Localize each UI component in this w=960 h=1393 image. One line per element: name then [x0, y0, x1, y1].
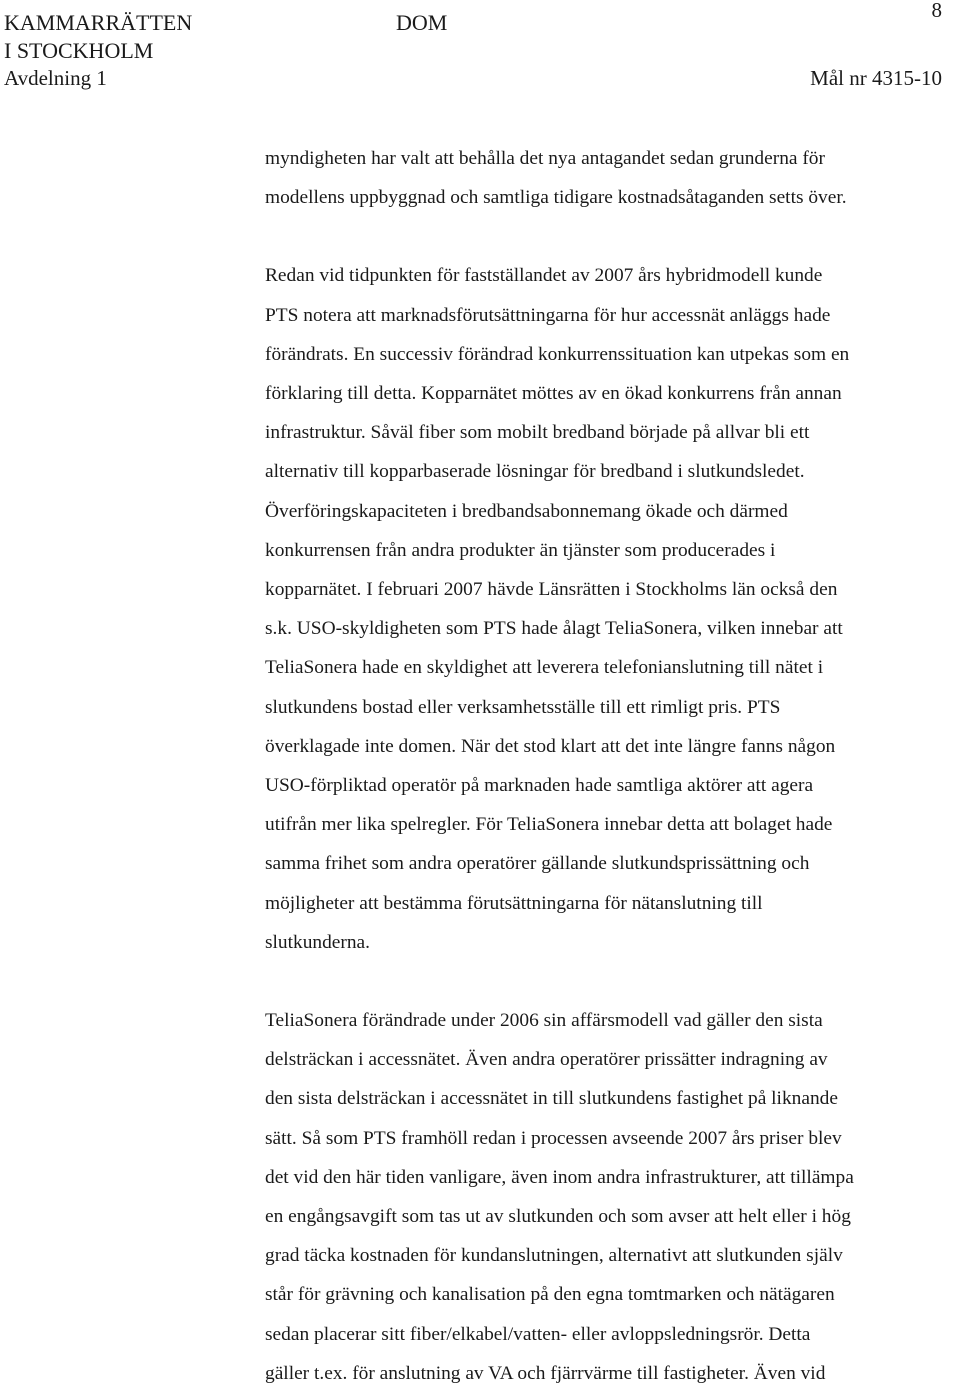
document-body: [265, 139, 955, 1393]
text-line: grad täcka kostnaden för kundanslutningen, alternativt att slutkunden själv: [265, 1245, 843, 1267]
text-line: PTS notera att marknadsförutsättningarna för hur accessnät anläggs hade: [265, 304, 831, 326]
text-line: sedan placerar sitt fiber/elkabel/vatten- eller avloppsledningsrör. Detta: [265, 1323, 811, 1345]
text-line: alternativ till kopparbaserade lösningar för bredband i slutkundsledet.: [265, 461, 805, 483]
text-line: samma frihet som andra operatörer gällande slutkundsprissättning och: [265, 853, 810, 875]
text-line: det vid den här tiden vanligare, även inom andra infrastrukturer, att tillämpa: [265, 1166, 854, 1188]
text-line: TeliaSonera hade en skyldighet att leverera telefonianslutning till nätet i: [265, 657, 824, 679]
text-line: modellens uppbyggnad och samtliga tidigare kostnadsåtaganden setts över.: [265, 187, 847, 209]
page-number: 8: [931, 0, 942, 22]
text-line: den sista delsträckan i accessnätet in till slutkundens fastighet på liknande: [265, 1088, 838, 1110]
text-line: kopparnätet. I februari 2007 hävde Länsrätten i Stockholms län också den: [265, 579, 838, 601]
text-line: gäller t.ex. för anslutning av VA och fjärrvärme till fastigheter. Även vid: [265, 1362, 826, 1384]
case-number: Mål nr 4315-10: [810, 66, 942, 90]
text-line: förändrats. En successiv förändrad konkurrenssituation kan utpekas som en: [265, 343, 850, 365]
text-line: Redan vid tidpunkten för fastställandet av 2007 års hybridmodell kunde: [265, 265, 823, 287]
text-line: USO-förpliktad operatör på marknaden hade samtliga aktörer att agera: [265, 775, 814, 797]
text-line: Överföringskapaciteten i bredbandsabonnemang ökade och därmed: [265, 500, 788, 522]
paragraph-2: [265, 256, 955, 962]
paragraph-1: [265, 139, 955, 217]
text-line: delsträckan i accessnätet. Även andra operatörer prissätter indragning av: [265, 1049, 828, 1071]
text-line: slutkunderna.: [265, 931, 371, 953]
text-line: står för grävning och kanalisation på den egna tomtmarken och nätägaren: [265, 1284, 835, 1306]
court-name-line2: I STOCKHOLM: [4, 38, 154, 63]
paragraph-spacer: [265, 217, 955, 256]
text-line: förklaring till detta. Kopparnätet möttes av en ökad konkurrens från annan: [265, 383, 842, 405]
text-line: utifrån mer lika spelregler. För TeliaSonera innebar detta att bolaget hade: [265, 814, 833, 836]
court-division: Avdelning 1: [4, 66, 107, 90]
text-line: slutkundens bostad eller verksamhetsställe till ett rimligt pris. PTS: [265, 696, 781, 718]
court-name-line1: KAMMARRÄTTEN: [4, 10, 193, 35]
paragraph-spacer: [265, 962, 955, 1001]
text-line: överklagade inte domen. När det stod klart att det inte längre fanns någon: [265, 735, 836, 757]
text-line: konkurrensen från andra produkter än tjänster som producerades i: [265, 539, 776, 561]
text-line: myndigheten har valt att behålla det nya antagandet sedan grunderna för: [265, 148, 825, 169]
page-header: [0, 0, 960, 100]
document-type: DOM: [396, 10, 448, 35]
paragraph-3: [265, 1001, 955, 1393]
text-line: TeliaSonera förändrade under 2006 sin affärsmodell vad gäller den sista: [265, 1010, 823, 1032]
text-line: en engångsavgift som tas ut av slutkunden och som avser att helt eller i hög: [265, 1206, 851, 1228]
text-line: s.k. USO-skyldigheten som PTS hade ålagt TeliaSonera, vilken innebar att: [265, 618, 843, 640]
text-line: möjligheter att bestämma förutsättningarna för nätanslutning till: [265, 892, 763, 914]
text-line: sätt. Så som PTS framhöll redan i processen avseende 2007 års priser blev: [265, 1127, 842, 1149]
text-line: infrastruktur. Såväl fiber som mobilt bredband började på allvar bli ett: [265, 422, 810, 444]
